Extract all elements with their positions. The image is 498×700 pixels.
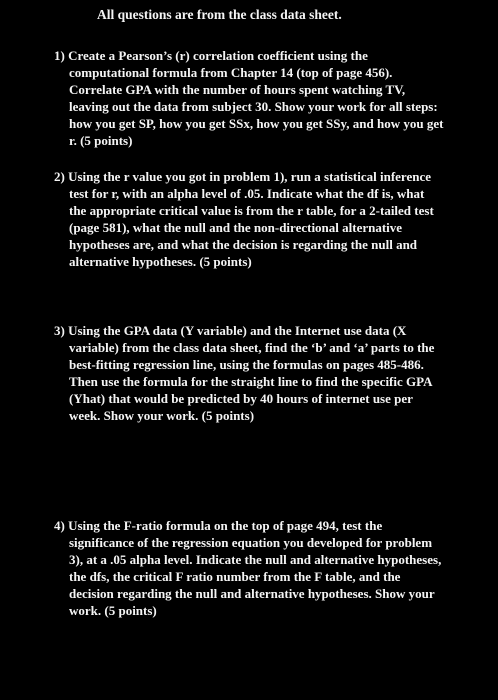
question-4: 4) Using the F-ratio formula on the top of page 494, test the significance of the regression equation you developed for problem 3), at a .05 alpha level. Indicate the null and alternative hypotheses, the dfs, the critical F ratio number from the F table, and the decision regarding the null and alternative hypotheses. Show your work. (5 points) — [54, 518, 442, 618]
question-3: 3) Using the GPA data (Y variable) and the Internet use data (X variable) from the class data sheet, find the ‘b’ and ‘a’ parts to the best-fitting regression line, using the formulas on pages 485-486. Then use the formula for the straight line to find the specific GPA (Yhat) that would be predicted by 40 hours of internet use per week. Show your work. (5 points) — [54, 323, 435, 423]
question-1: 1) Create a Pearson’s (r) correlation coefficient using the computational formula from Chapter 14 (top of page 456). Correlate GPA with the number of hours spent watching TV, leaving out the data from subject 30. Show your work for all steps: how you get SP, how you get SSx, how you get SSy, and how you get r. (5 points) — [54, 48, 444, 148]
question-2: 2) Using the r value you got in problem 1), run a statistical inference test for r, with an alpha level of .05. Indicate what the df is, what the appropriate critical value is from the r table, for a 2-tailed test (page 581), what the null and the non-directional alternative hypotheses are, and what the decision is regarding the null and alternative hypotheses. (5 points) — [54, 169, 434, 269]
intro-heading: All questions are from the class data sheet. — [97, 7, 342, 22]
